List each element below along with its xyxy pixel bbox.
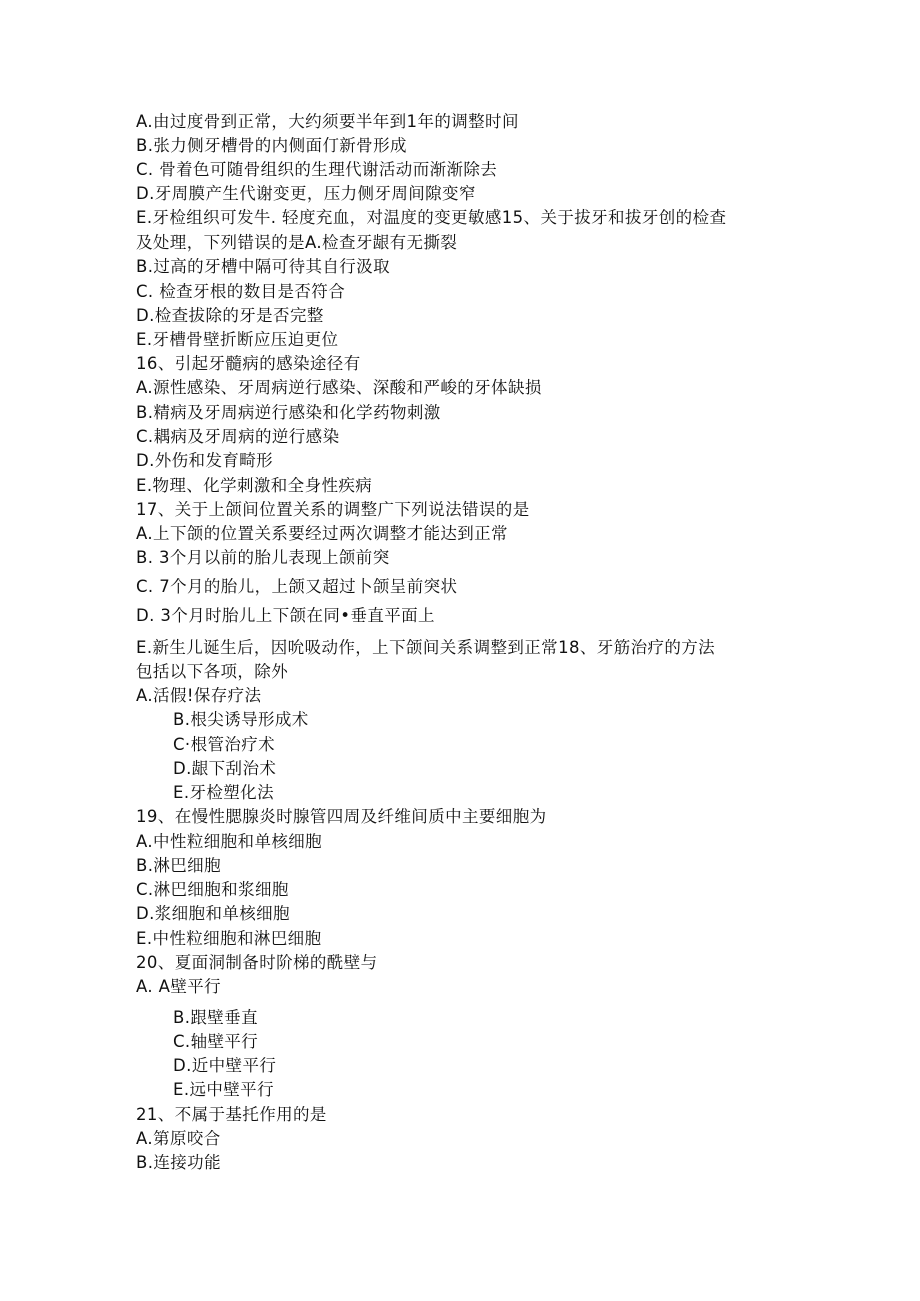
text-line: E.牙槽骨壁折断应压迫更位 xyxy=(136,330,339,349)
text-line: C. 7个月的胎儿，上颌又超过卜颌呈前突状 xyxy=(136,577,458,596)
text-line: C.轴壁平行 xyxy=(173,1032,259,1051)
question-heading: 17、关于上颌间位置关系的调整广下列说法错误的是 xyxy=(136,500,530,519)
text-line: C. 检查牙根的数目是否符合 xyxy=(136,282,346,301)
text-line: D.外伤和发育畸形 xyxy=(136,451,274,470)
text-line: E.物理、化学刺激和全身性疾病 xyxy=(136,476,373,495)
text-line: D.检查拔除的牙是否完整 xyxy=(136,306,324,325)
text-line: B. 3个月以前的胎儿表现上颌前突 xyxy=(136,548,390,567)
text-line: E.新生儿诞生后，因吮吸动作，上下颌间关系调整到正常18、牙筋治疗的方法 xyxy=(136,638,716,657)
question-heading: 19、在慢性腮腺炎时腺管四周及纤维间质中主要细胞为 xyxy=(136,807,547,826)
text-line: A.中性粒细胞和单核细胞 xyxy=(136,832,323,851)
text-line: B.跟壁垂直 xyxy=(173,1008,258,1027)
text-line: B.根尖诱导形成术 xyxy=(173,710,309,729)
text-line: E.牙检组织可发牛. 轻度充血，对温度的变更敏感15、关于拔牙和拔牙创的检查 xyxy=(136,208,727,227)
text-line: 包括以下各项，除外 xyxy=(136,662,289,681)
question-heading: 16、引起牙髓病的感染途径有 xyxy=(136,354,361,373)
text-line: A.上下颌的位置关系要经过两次调整才能达到正常 xyxy=(136,524,508,543)
text-line: A.活假!保存疗法 xyxy=(136,686,262,705)
text-line: C·根管治疗术 xyxy=(173,735,276,754)
text-line: D.浆细胞和单核细胞 xyxy=(136,904,290,923)
text-line: D.近中壁平行 xyxy=(173,1056,277,1075)
text-line: D.龈下刮治术 xyxy=(173,759,277,778)
question-heading: 20、夏面洞制备时阶梯的酰壁与 xyxy=(136,953,378,972)
text-line: C.淋巴细胞和浆细胞 xyxy=(136,880,289,899)
text-line: E.远中壁平行 xyxy=(173,1080,274,1099)
text-line: C. 骨着色可随骨组织的生理代谢活动而渐渐除去 xyxy=(136,160,498,179)
text-line: A.由过度骨到正常，大约须要半年到1年的调整时间 xyxy=(136,112,519,131)
text-line: A.源性感染、牙周病逆行感染、深酸和严峻的牙体缺损 xyxy=(136,378,542,397)
question-heading: 21、不属于基托作用的是 xyxy=(136,1105,327,1124)
text-line: D. 3个月时胎儿上下颌在同•垂直平面上 xyxy=(136,606,435,625)
text-line: A. A壁平行 xyxy=(136,977,222,996)
text-line: B.淋巴细胞 xyxy=(136,856,221,875)
text-line: E.中性粒细胞和淋巴细胞 xyxy=(136,929,322,948)
text-line: C.耦病及牙周病的逆行感染 xyxy=(136,427,340,446)
text-line: B.连接功能 xyxy=(136,1153,221,1172)
text-line: E.牙检塑化法 xyxy=(173,783,274,802)
text-line: B.张力侧牙槽骨的内侧面仃新骨形成 xyxy=(136,136,407,155)
text-line: B.精病及牙周病逆行感染和化学药物刺激 xyxy=(136,403,441,422)
text-line: B.过高的牙槽中隔可待其自行汲取 xyxy=(136,257,390,276)
text-line: 及处理，下列错误的是A.检查牙龈有无撕裂 xyxy=(136,233,458,252)
text-line: A.第原咬合 xyxy=(136,1129,221,1148)
text-line: D.牙周膜产生代谢变更，压力侧牙周间隙变窄 xyxy=(136,184,476,203)
